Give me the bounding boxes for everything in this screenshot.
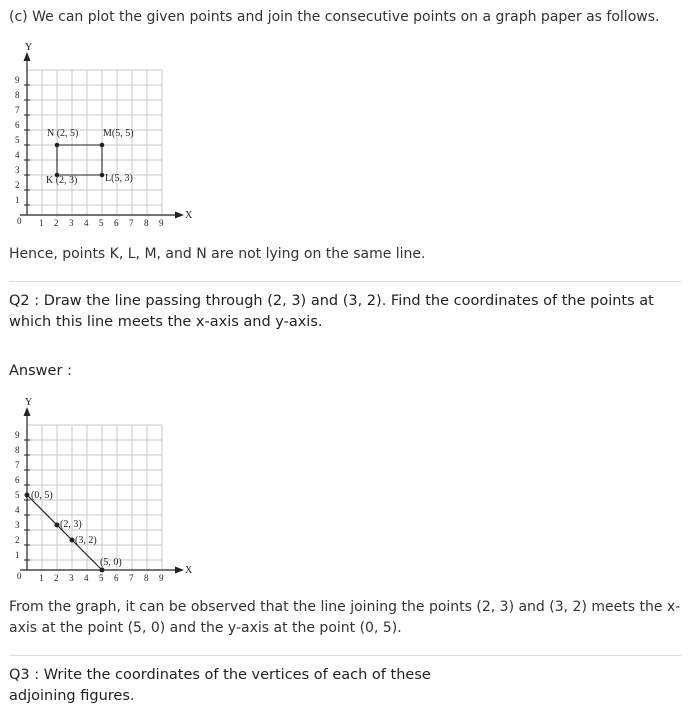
svg-text:5: 5 <box>15 490 20 500</box>
svg-text:2: 2 <box>15 180 20 190</box>
svg-text:9: 9 <box>15 430 20 440</box>
svg-text:7: 7 <box>15 460 20 470</box>
graph-1-y-label: Y <box>25 42 33 53</box>
svg-text:2: 2 <box>54 573 59 583</box>
svg-text:4: 4 <box>84 573 89 583</box>
svg-text:1: 1 <box>39 218 44 228</box>
svg-text:8: 8 <box>144 573 149 583</box>
graph-2 <box>0 395 200 585</box>
svg-text:6: 6 <box>15 120 20 130</box>
label-2-3: (2, 3) <box>60 519 82 530</box>
graph-2-line <box>27 495 102 570</box>
svg-text:3: 3 <box>15 165 20 175</box>
svg-text:9: 9 <box>15 75 20 85</box>
graph-2-origin: 0 <box>17 571 22 581</box>
label-5-0: (5, 0) <box>100 557 122 568</box>
label-l: L(5, 3) <box>105 173 133 184</box>
svg-text:1: 1 <box>15 195 20 205</box>
svg-text:9: 9 <box>159 218 164 228</box>
conclusion-2: From the graph, it can be observed that the line joining the points (2, 3) and (3, 2) meets the x-axis at the point (5, 0) and the y-axis at the point (0, 5). <box>9 599 681 636</box>
question-3-label: Q3 : <box>9 667 40 683</box>
svg-text:7: 7 <box>129 573 134 583</box>
graph-1-y-arrow <box>24 52 31 61</box>
svg-text:4: 4 <box>84 218 89 228</box>
point-0-5 <box>25 493 30 498</box>
point-5-0 <box>100 568 105 573</box>
graph-1 <box>0 40 200 230</box>
label-0-5: (0, 5) <box>31 490 53 501</box>
graph-1-y-ticks <box>15 75 30 205</box>
answer-label: Answer : <box>9 363 72 379</box>
svg-text:5: 5 <box>15 135 20 145</box>
divider-1 <box>9 281 681 282</box>
graph-2-y-label: Y <box>25 397 33 408</box>
svg-text:3: 3 <box>15 520 20 530</box>
question-3-text: Write the coordinates of the vertices of each of these adjoining figures. <box>9 667 431 704</box>
svg-text:4: 4 <box>15 505 20 515</box>
graph-1-grid <box>27 70 162 215</box>
graph-2-x-label: X <box>185 565 193 576</box>
svg-text:9: 9 <box>159 573 164 583</box>
graph-1-origin: 0 <box>17 216 22 226</box>
point-l <box>100 173 105 178</box>
question-3 <box>9 665 479 707</box>
svg-text:1: 1 <box>39 573 44 583</box>
label-m: M(5, 5) <box>103 128 134 139</box>
question-2-text: Draw the line passing through (2, 3) and (3, 2). Find the coordinates of the points at which this line meets the x-axis and y-axis. <box>9 293 654 330</box>
svg-text:4: 4 <box>15 150 20 160</box>
svg-text:7: 7 <box>15 105 20 115</box>
graph-1-x-arrow <box>175 212 184 219</box>
conclusion-1: Hence, points K, L, M, and N are not lying on the same line. <box>9 246 426 262</box>
point-m <box>100 143 105 148</box>
svg-text:3: 3 <box>69 218 74 228</box>
graph-2-x-arrow <box>175 567 184 574</box>
question-2-label: Q2 : <box>9 293 40 309</box>
point-n <box>55 143 60 148</box>
divider-2 <box>9 655 681 656</box>
point-2-3 <box>55 523 60 528</box>
svg-text:6: 6 <box>114 218 119 228</box>
question-2 <box>9 291 679 333</box>
label-n: N (2, 5) <box>47 128 79 139</box>
svg-text:2: 2 <box>54 218 59 228</box>
svg-text:5: 5 <box>99 573 104 583</box>
graph-2-y-arrow <box>24 407 31 416</box>
svg-text:2: 2 <box>15 535 20 545</box>
svg-text:7: 7 <box>129 218 134 228</box>
svg-text:8: 8 <box>15 445 20 455</box>
graph-1-x-ticks <box>39 218 164 228</box>
intro-text: (c) We can plot the given points and join the consecutive points on a graph paper as follows. <box>9 9 660 25</box>
svg-text:6: 6 <box>15 475 20 485</box>
point-3-2 <box>70 538 75 543</box>
svg-text:1: 1 <box>15 550 20 560</box>
svg-text:8: 8 <box>144 218 149 228</box>
svg-text:8: 8 <box>15 90 20 100</box>
graph-2-x-ticks <box>39 573 164 583</box>
svg-text:3: 3 <box>69 573 74 583</box>
graph-1-x-label: X <box>185 210 193 221</box>
svg-text:5: 5 <box>99 218 104 228</box>
label-k: K (2, 3) <box>46 175 78 186</box>
label-3-2: (3, 2) <box>75 535 97 546</box>
svg-text:6: 6 <box>114 573 119 583</box>
